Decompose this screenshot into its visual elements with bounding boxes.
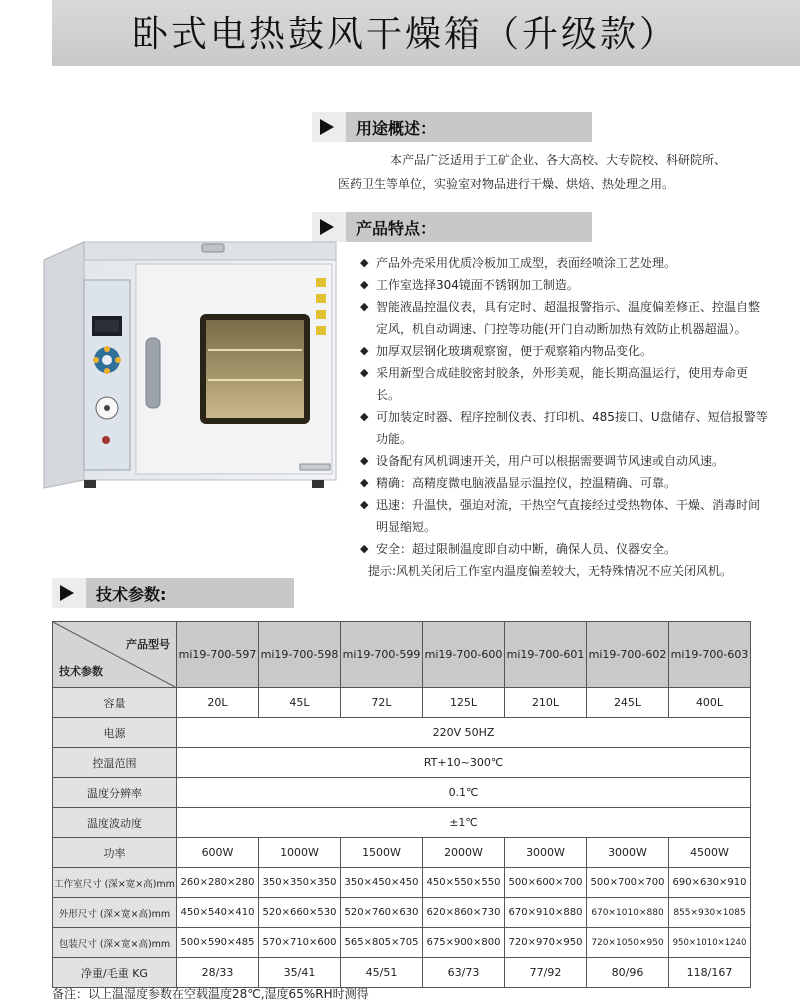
table-cell: 720×1050×950 <box>587 928 669 958</box>
table-cell: 4500W <box>669 838 751 868</box>
table-row-outer <box>53 898 751 928</box>
table-corner-header <box>53 622 177 688</box>
row-label: 温度分辨率 <box>53 778 177 808</box>
section-header-specs <box>52 578 294 608</box>
feature-item <box>360 296 770 340</box>
table-cell: 1000W <box>259 838 341 868</box>
section-label-features: 产品特点： <box>356 219 437 238</box>
feature-text: 设备配有风机调速开关，用户可以根据需要调节风速或自动风速。 <box>376 454 725 468</box>
feature-text: 精确：高精度微电脑液晶显示温控仪，控温精确、可靠。 <box>376 476 677 490</box>
table-cell: 690×630×910 <box>669 868 751 898</box>
table-cell: 520×660×530 <box>259 898 341 928</box>
row-label: 容量 <box>53 688 177 718</box>
usage-line: 本产品广泛适用于工矿企业、各大高校、大专院校、科研院所、 <box>390 153 727 167</box>
row-label: 温度波动度 <box>53 808 177 838</box>
table-row-resolution <box>53 778 751 808</box>
footnote: 备注：以上温湿度参数在空载温度28℃,湿度65%RH时测得 <box>52 987 369 1001</box>
section-label-specs: 技术参数: <box>96 585 167 604</box>
section-header-features <box>312 212 592 242</box>
model-header: mi19-700-600 <box>423 622 505 688</box>
table-cell: 3000W <box>505 838 587 868</box>
usage-description <box>338 148 768 196</box>
diamond-bullet-icon: ◆ <box>360 344 369 357</box>
row-label: 包装尺寸 (深×宽×高)mm <box>53 928 177 958</box>
section-arrow-box <box>52 578 86 608</box>
table-cell: 570×710×600 <box>259 928 341 958</box>
features-list <box>360 252 770 582</box>
section-label-usage: 用途概述： <box>356 119 437 138</box>
feature-text: 可加装定时器、程序控制仪表、打印机、485接口、U盘储存、短信报警等功能。 <box>376 410 768 446</box>
feature-text: 采用新型合成硅胶密封胶条，外形美观，能长期高温运行，使用寿命更长。 <box>376 366 749 402</box>
diamond-bullet-icon: ◆ <box>360 476 369 489</box>
table-cell: 20L <box>177 688 259 718</box>
table-cell: 450×540×410 <box>177 898 259 928</box>
row-label: 功率 <box>53 838 177 868</box>
table-cell: 1500W <box>341 838 423 868</box>
table-cell: 125L <box>423 688 505 718</box>
diamond-bullet-icon: ◆ <box>360 256 369 269</box>
feature-item <box>360 274 770 296</box>
feature-item <box>360 406 770 450</box>
model-header: mi19-700-603 <box>669 622 751 688</box>
table-cell: 28/33 <box>177 958 259 988</box>
arrow-right-icon <box>60 585 74 601</box>
feature-item <box>360 450 770 472</box>
table-cell: 600W <box>177 838 259 868</box>
row-label: 控温范围 <box>53 748 177 778</box>
table-cell: 118/167 <box>669 958 751 988</box>
row-label: 外形尺寸 (深×宽×高)mm <box>53 898 177 928</box>
table-cell: ±1℃ <box>177 808 751 838</box>
row-label: 工作室尺寸 (深×宽×高)mm <box>53 868 177 898</box>
table-cell: 77/92 <box>505 958 587 988</box>
table-cell: 400L <box>669 688 751 718</box>
usage-line: 医药卫生等单位，实验室对物品进行干燥、烘焙、热处理之用。 <box>338 177 675 191</box>
table-cell: 500×590×485 <box>177 928 259 958</box>
feature-text: 迅速：升温快，强迫对流，干热空气直接经过受热物体、干燥、消毒时间明显缩短。 <box>376 498 761 534</box>
model-header: mi19-700-597 <box>177 622 259 688</box>
table-cell: 2000W <box>423 838 505 868</box>
table-cell: 245L <box>587 688 669 718</box>
table-row-capacity <box>53 688 751 718</box>
table-row-power-supply <box>53 718 751 748</box>
table-cell: 670×910×880 <box>505 898 587 928</box>
arrow-right-icon <box>320 119 334 135</box>
diamond-bullet-icon: ◆ <box>360 366 369 379</box>
table-row-temp-range <box>53 748 751 778</box>
table-cell: 670×1010×880 <box>587 898 669 928</box>
feature-text: 安全：超过限制温度即自动中断，确保人员、仪器安全。 <box>376 542 677 556</box>
table-cell: 675×900×800 <box>423 928 505 958</box>
spec-table <box>52 621 751 988</box>
table-cell: 72L <box>341 688 423 718</box>
arrow-right-icon <box>320 219 334 235</box>
table-cell: 500×600×700 <box>505 868 587 898</box>
feature-text: 工作室选择304镜面不锈钢加工制造。 <box>376 278 579 292</box>
feature-item <box>360 472 770 494</box>
table-cell: 565×805×705 <box>341 928 423 958</box>
diamond-bullet-icon: ◆ <box>360 278 369 291</box>
table-row-weight <box>53 958 751 988</box>
feature-text: 智能液晶控温仪表，具有定时、超温报警指示、温度偏差修正、控温自整定风，机自动调速、门控等功能(开门自动断加热有效防止机器超温）。 <box>376 300 761 336</box>
row-label: 净重/毛重 KG <box>53 958 177 988</box>
feature-text: 加厚双层钢化玻璃观察窗，便于观察箱内物品变化。 <box>376 344 653 358</box>
table-cell: 3000W <box>587 838 669 868</box>
feature-item <box>360 538 770 560</box>
diamond-bullet-icon: ◆ <box>360 542 369 555</box>
model-header: mi19-700-601 <box>505 622 587 688</box>
feature-item <box>360 252 770 274</box>
feature-item <box>360 340 770 362</box>
table-cell: RT+10~300℃ <box>177 748 751 778</box>
feature-item <box>360 494 770 538</box>
table-cell: 520×760×630 <box>341 898 423 928</box>
table-cell: 80/96 <box>587 958 669 988</box>
section-header-usage <box>312 112 592 142</box>
table-row-fluctuation <box>53 808 751 838</box>
table-cell: 350×450×450 <box>341 868 423 898</box>
diamond-bullet-icon: ◆ <box>360 300 369 313</box>
diamond-bullet-icon: ◆ <box>360 454 369 467</box>
feature-text: 产品外壳采用优质冷板加工成型，表面经喷涂工艺处理。 <box>376 256 677 270</box>
model-header: mi19-700-598 <box>259 622 341 688</box>
model-header: mi19-700-602 <box>587 622 669 688</box>
feature-tip: 提示:风机关闭后工作室内温度偏差较大，无特殊情况不应关闭风机。 <box>368 564 733 578</box>
table-cell: 210L <box>505 688 587 718</box>
table-cell: 350×350×350 <box>259 868 341 898</box>
table-cell: 45/51 <box>341 958 423 988</box>
table-row-power <box>53 838 751 868</box>
table-cell: 500×700×700 <box>587 868 669 898</box>
table-cell: 35/41 <box>259 958 341 988</box>
section-arrow-box <box>312 112 346 142</box>
oven-product-image <box>40 240 340 500</box>
table-row-chamber <box>53 868 751 898</box>
diamond-bullet-icon: ◆ <box>360 410 369 423</box>
corner-label-model: 产品型号 <box>126 638 170 651</box>
corner-label-params: 技术参数 <box>59 665 103 678</box>
table-cell: 450×550×550 <box>423 868 505 898</box>
table-cell: 63/73 <box>423 958 505 988</box>
diamond-bullet-icon: ◆ <box>360 498 369 511</box>
row-label: 电源 <box>53 718 177 748</box>
table-row-package <box>53 928 751 958</box>
table-cell: 260×280×280 <box>177 868 259 898</box>
table-cell: 620×860×730 <box>423 898 505 928</box>
table-cell: 45L <box>259 688 341 718</box>
section-arrow-box <box>312 212 346 242</box>
feature-item <box>360 362 770 406</box>
title-bar <box>52 0 800 66</box>
page-title: 卧式电热鼓风干燥箱（升级款） <box>132 14 679 55</box>
table-cell: 950×1010×1240 <box>669 928 751 958</box>
table-cell: 220V 50HZ <box>177 718 751 748</box>
table-cell: 0.1℃ <box>177 778 751 808</box>
table-cell: 720×970×950 <box>505 928 587 958</box>
model-header: mi19-700-599 <box>341 622 423 688</box>
table-cell: 855×930×1085 <box>669 898 751 928</box>
